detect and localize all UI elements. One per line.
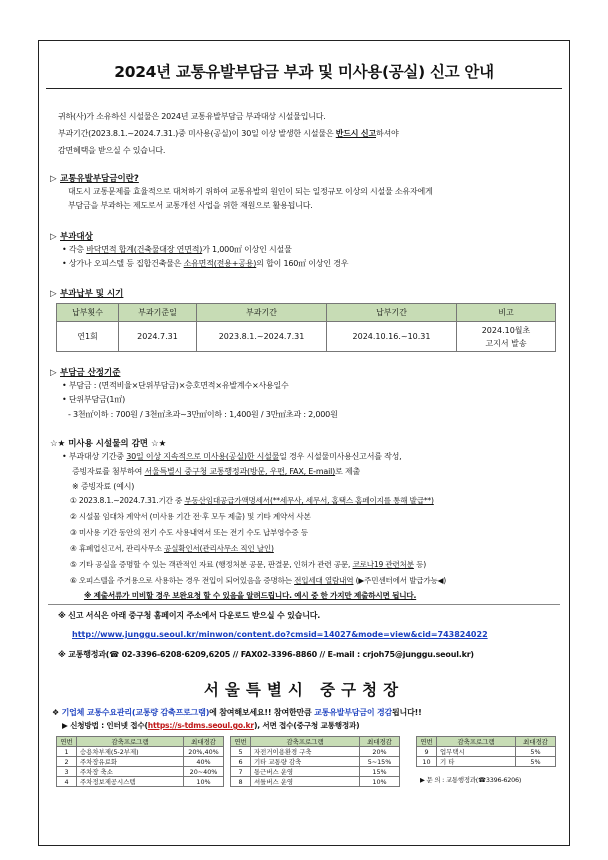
payment-cell-period: 2023.8.1.~2024.7.31: [197, 322, 327, 352]
payment-cell-due: 2024.10.16.~10.31: [327, 322, 457, 352]
evidence-label: ※ 증빙자료 (예시): [72, 482, 135, 491]
table-row: 1 승용차부제(5-2부제) 20%,40%: [57, 747, 224, 757]
payment-table: [56, 303, 556, 352]
payment-cell-count: 연1회: [57, 322, 119, 352]
definition-line-2: 부담금을 부과하는 제도로서 교통개선 사업을 위한 재원으로 활용됩니다.: [68, 201, 313, 210]
target-item-1: • 각층 바닥면적 합계(건축물대장 연면적)가 1,000㎡ 이상인 시설물: [62, 245, 292, 254]
table-row: 3 주차장 축소 20~40%: [57, 767, 224, 777]
evidence-warning: ※ 제출서류가 미비할 경우 보완요청 할 수 있음을 알려드립니다. 예시 중 한 가지만 제출하시면 됩니다.: [84, 591, 417, 600]
evidence-item-3: ③ 미사용 기간 동안의 전기 수도 사용내역서 또는 전기 수도 납부영수증 등: [70, 528, 308, 537]
inquiry-info: ▶ 문 의 : 교통행정과(☎3396-6206): [420, 776, 522, 784]
reduction-line-2: 증빙자료를 첨부하여 서울특별시 중구청 교통행정과(방문, 우편, FAX, E-mail)로 제출: [72, 467, 361, 476]
section-heading-reduction: ☆★ 미사용 시설물의 감면 ☆★: [50, 439, 167, 449]
title-divider: [46, 88, 562, 89]
calculation-formula: • 부담금 : (면적비율×단위부담금)×층호면적×유발계수×사용일수: [62, 381, 289, 390]
reduction-line-1: • 부과대상 기간중 30일 이상 지속적으로 미사용(공실)한 시설물일 경우 시설물미사용신고서를 작성,: [62, 452, 402, 461]
download-notice: ※ 신고 서식은 아래 중구청 홈페이지 주소에서 다운로드 받으실 수 있습니다.: [58, 611, 321, 620]
payment-cell-note: 2024.10월초 고지서 발송: [457, 322, 556, 352]
intro-line-2: 부과기간(2023.8.1.~2024.7.31.)중 미사용(공실)이 30일 이상 발생한 시설물은 반드시 신고하셔야: [58, 129, 399, 138]
evidence-item-6: ⑥ 오피스텔을 주거용으로 사용하는 경우 전입이 되어있음을 증명하는 전입세대 열람내역 (▶주민센터에서 발급가능◀): [70, 576, 447, 585]
section-heading-target: ▷ 부과대상: [50, 232, 93, 242]
payment-cell-baseline: 2024.7.31: [119, 322, 197, 352]
unit-charge-rates: - 3천㎡이하 : 700원 / 3천㎡초과~3만㎡이하 : 1,400원 / 3만㎡초과 : 2,000원: [68, 410, 338, 419]
payment-header-count: 납부횟수: [57, 304, 119, 322]
table-row: 9 업무택시 5%: [417, 747, 556, 757]
table-row: 5 자전거이용환경 구축 20%: [231, 747, 400, 757]
payment-header-due: 납부기간: [327, 304, 457, 322]
promo-line: ❖ 기업체 교통수요관리(교통량 감축프로그램)에 참여해보세요!! 참여한만큼 교통유발부담금이 경감됩니다!!: [52, 708, 422, 717]
intro-line-3: 감면혜택을 받으실 수 있습니다.: [58, 146, 166, 155]
program-table-3: 연번 감축프로그램 최대경감 9 업무택시 5% 10 기 타 5%: [416, 736, 556, 767]
download-link[interactable]: http://www.junggu.seoul.kr/minwon/content.do?cmsid=14027&mode=view&cid=743824022: [72, 630, 488, 639]
unit-charge-label: • 단위부담금(1㎡): [62, 395, 126, 404]
payment-header-period: 부과기간: [197, 304, 327, 322]
table-row: 6 기타 교통량 감축 5~15%: [231, 757, 400, 767]
table-row: 7 통근버스 운영 15%: [231, 767, 400, 777]
evidence-item-4: ④ 휴폐업신고서, 관리사무소 공실확인서(관리사무소 직인 날인): [70, 544, 274, 553]
triangle-bullet-icon: ▷: [50, 289, 57, 299]
page-title: 2024년 교통유발부담금 부과 및 미사용(공실) 신고 안내: [114, 63, 494, 81]
payment-header-baseline: 부과기준일: [119, 304, 197, 322]
triangle-bullet-icon: ▷: [50, 232, 57, 242]
payment-header-note: 비고: [457, 304, 556, 322]
target-item-2: • 상가나 오피스텔 등 집합건축물은 소유면적(전용+공용)의 합이 160㎡ 이상인 경우: [62, 259, 349, 268]
section-divider: [48, 604, 560, 605]
program-table-1: 연번 감축프로그램 최대경감 1 승용차부제(5-2부제) 20%,40% 2 주차장유료화 40% 3 주차장 축소 20~40% 4 주차정보제공시스템 10%: [56, 736, 224, 787]
definition-line-1: 대도시 교통문제를 효율적으로 대처하기 위하여 교통유발의 원인이 되는 일정규모 이상의 시설물 소유자에게: [68, 187, 433, 196]
program-table-2: 연번 감축프로그램 최대경감 5 자전거이용환경 구축 20% 6 기타 교통량 감축 5~15% 7 통근버스 운영 15% 8 셔틀버스 운영 10%: [230, 736, 400, 787]
section-heading-definition: ▷ 교통유발부담금이란?: [50, 174, 139, 184]
triangle-bullet-icon: ▷: [50, 368, 57, 378]
intro-line-1: 귀하(사)가 소유하신 시설물은 2024년 교통유발부담금 부과대상 시설물입니다.: [58, 112, 326, 121]
triangle-bullet-icon: ▷: [50, 174, 57, 184]
table-row: 2 주차장유료화 40%: [57, 757, 224, 767]
evidence-item-5: ⑤ 기타 공실을 증명할 수 있는 객관적인 자료 (행정처분 공문, 판결문, 인허가 관련 공문, 코로나19 관련처분 등): [70, 560, 427, 569]
apply-link[interactable]: https://s-tdms.seoul.go.kr: [147, 721, 254, 730]
section-heading-calculation: ▷ 부담금 산정기준: [50, 368, 121, 378]
contact-info: ※ 교통행정과(☎ 02-3396-6208·6209,6205 // FAX02-3396-8860 // E-mail : crjoh75@junggu.seoul.kr): [58, 650, 474, 659]
apply-method: ▶ 신청방법 : 인터넷 접수(https://s-tdms.seoul.go.kr), 서면 접수(중구청 교통행정과): [62, 721, 360, 730]
office-name: 서울특별시 중구청장: [203, 681, 405, 699]
evidence-item-1: ① 2023.8.1.~2024.7.31.기간 중 부동산임대공급가액명세서(**세무사, 세무서, 홈택스 홈페이지를 통해 발급**): [70, 496, 434, 505]
section-heading-payment: ▷ 부과납부 및 시기: [50, 289, 124, 299]
table-row: 10 기 타 5%: [417, 757, 556, 767]
table-row: 4 주차정보제공시스템 10%: [57, 777, 224, 787]
table-row: 8 셔틀버스 운영 10%: [231, 777, 400, 787]
evidence-item-2: ② 시설물 임대차 계약서 (미사용 기간 전·후 모두 제출) 및 기타 계약서 사본: [70, 512, 311, 521]
